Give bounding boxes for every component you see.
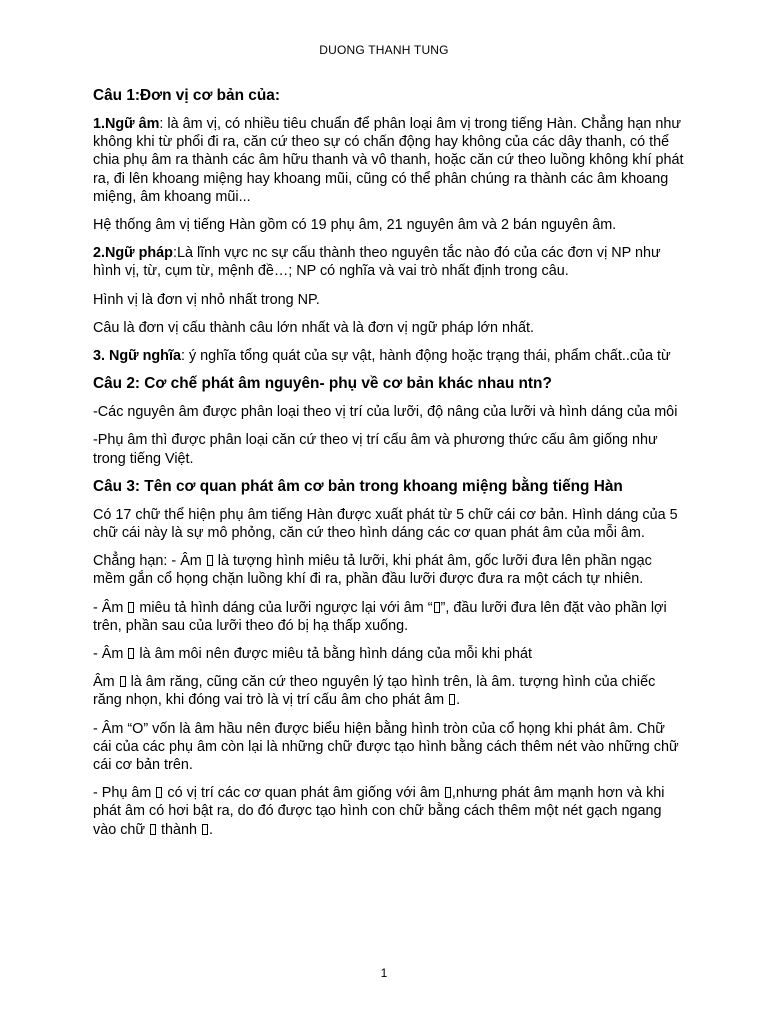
question-1-heading: Câu 1:Đơn vị cơ bản của: [93,87,280,104]
missing-glyph-icon [156,787,162,798]
paragraph: Âm là âm răng, cũng căn cứ theo nguyên lý tạo hình trên, là âm. tượng hình của chiếc răng nhọn, khi đóng vai trò là vị trí cấu âm cho phát âm . [93,674,656,709]
missing-glyph-icon [449,694,455,705]
missing-glyph-icon [445,787,451,798]
paragraph: -Các nguyên âm được phân loại theo vị trí của lưỡi, độ nâng của lưỡi và hình dáng của môi [93,404,678,421]
paragraph: - Âm miêu tả hình dáng của lưỡi ngược lại với âm “ ”, đầu lưỡi đưa lên đặt vào phần lợi trên, phần sau của lưỡi theo đó bị hạ thấp xuống. [93,599,667,634]
paragraph: - Âm “O” vốn là âm hầu nên được biểu hiện bằng hình tròn của cổ họng khi phát âm. Chữ cái của các phụ âm còn lại là những chữ được tạo hình bằng cách thêm nét vào những chữ cái cơ bản trên. [93,720,679,774]
paragraph: -Phụ âm thì được phân loại căn cứ theo vị trí cấu âm và phương thức cấu âm giống như trong tiếng Việt. [93,432,658,467]
page-header-author: DUONG THANH TUNG [319,43,449,57]
paragraph: 3. Ngữ nghĩa: ý nghĩa tổng quát của sự vật, hành động hoặc trạng thái, phẩm chất..của từ [93,348,671,365]
paragraph: 1.Ngữ âm: là âm vị, có nhiều tiêu chuẩn để phân loại âm vị trong tiếng Hàn. Chẳng hạn như không khi từ phổi đi ra, căn cứ theo sự có chấn động hay không của các dây thanh, có thể chia phụ âm ra thành các âm hữu thanh và vô thanh, hoặc căn cứ theo luồng không khí phát ra, đi lên khoang miệng hay khoang mũi, cũng có thể phân chúng ra thành các âm khoang miệng, âm khoang mũi... [93,116,684,205]
paragraph: Hình vị là đơn vị nhỏ nhất trong NP. [93,291,320,308]
paragraph: Hệ thống âm vị tiếng Hàn gồm có 19 phụ âm, 21 nguyên âm và 2 bán nguyên âm. [93,217,617,234]
paragraph: - Âm là âm môi nên được miêu tả bằng hình dáng của mỗi khi phát [93,646,533,663]
missing-glyph-icon [202,824,208,835]
question-3-heading: Câu 3: Tên cơ quan phát âm cơ bản trong khoang miệng bằng tiếng Hàn [93,477,623,495]
missing-glyph-icon [128,648,134,659]
paragraph: 2.Ngữ pháp:Là lĩnh vực nc sự cấu thành theo nguyên tắc nào đó của các đơn vị NP như hình vị, từ, cụm từ, mệnh đề…; NP có nghĩa và vai trò nhất định trong câu. [93,245,661,280]
missing-glyph-icon [434,602,440,613]
paragraph: Có 17 chữ thể hiện phụ âm tiếng Hàn được xuất phát từ 5 chữ cái cơ bản. Hình dáng của 5 chữ cái này là sự mô phỏng, căn cứ theo hình dáng các cơ quan phát âm của mỗi âm. [93,506,678,542]
missing-glyph-icon [128,602,134,613]
missing-glyph-icon [207,555,213,566]
missing-glyph-icon [150,824,156,835]
missing-glyph-icon [120,676,126,687]
term-phonetics: 1.Ngữ âm [93,116,160,132]
paragraph: - Phụ âm có vị trí các cơ quan phát âm giống với âm ,nhưng phát âm mạnh hơn và khi phát âm có hơi bật ra, do đó được tạo hình con chữ bằng cách thêm một nét gạch ngang vào chữ thành . [93,785,665,838]
paragraph: Câu là đơn vị cấu thành câu lớn nhất và là đơn vị ngữ pháp lớn nhất. [93,319,535,336]
document-body [93,86,685,849]
term-grammar: 2.Ngữ pháp [93,245,173,262]
question-2-heading: Câu 2: Cơ chế phát âm nguyên- phụ về cơ bản khác nhau ntn? [93,375,552,393]
paragraph: Chẳng hạn: - Âm là tượng hình miêu tả lưỡi, khi phát âm, gốc lưỡi đưa lên phần ngạc mềm gắn cổ họng chặn luồng khí đi ra, phần đầu lưỡi được đưa ra một cách tự nhiên. [93,553,652,588]
term-semantics: 3. Ngữ nghĩa [93,348,181,365]
page-number: 1 [380,966,388,980]
